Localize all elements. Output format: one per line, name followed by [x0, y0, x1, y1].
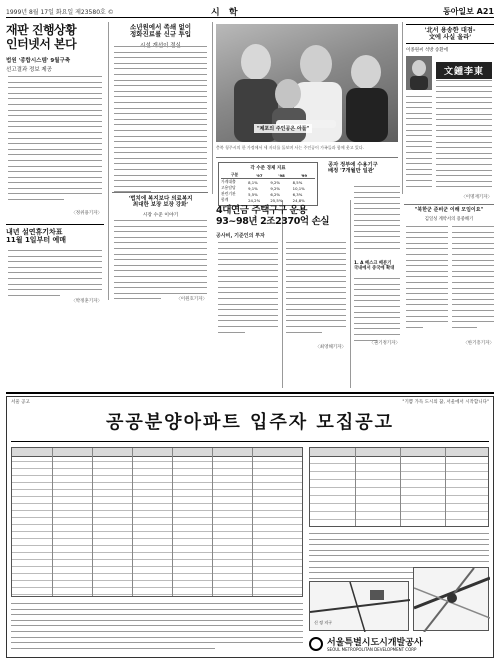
table-row: 합계 24,2% 25,5% 24,8% [221, 197, 305, 203]
ad-schedule-table [309, 447, 489, 527]
col5-banner: 文鍾李東 [436, 62, 492, 79]
ad-map-label: 신 정 지구 [314, 620, 332, 625]
advertisement [6, 396, 494, 658]
col4-box [354, 262, 400, 272]
col2-byline: 〈이원호기자〉 [176, 297, 207, 302]
ad-company-logo [309, 635, 489, 655]
center-story [216, 206, 346, 239]
masthead-date: 1999년 8월 17일 화요일 제23580호 © [6, 9, 114, 16]
col5-article [406, 24, 494, 53]
col2-body [114, 46, 207, 197]
stats-table-title: 각 수준 경제 지표 [250, 166, 286, 171]
table-row: 관련기관 5,5% 6,2% 6,3% [221, 191, 303, 197]
col4-article [328, 162, 400, 174]
col2-article-2 [113, 196, 208, 218]
col2-body-2 [114, 220, 207, 304]
col4-box-title: 1. A 베스크 배분기 국내에서 중국에 확대 [354, 261, 395, 271]
col5-byline-2: 〈한기흥기자〉 [463, 341, 494, 346]
col1-body [8, 76, 102, 205]
col5-subhead-2: 김일성 계약서의 용중해기 [424, 216, 474, 222]
col1-byline: 〈정위용기자〉 [71, 211, 102, 216]
center-story-body [218, 242, 278, 337]
col4-body [354, 186, 400, 253]
col2-headline: 소년원에서 족쇄 없이 정화진료를 신규 투입 [129, 23, 192, 39]
col5-body [436, 80, 492, 192]
photo-caption-text: 충북 청주시의 한 가정에서 세 자녀를 돌보며 사는 주인공이 가족들과 함께 웃고 있다. [216, 145, 364, 150]
masthead [6, 4, 494, 18]
company-logo-icon [309, 637, 323, 651]
col2-headline-2: '법치에 복지보다 의료복지 최대한 보장 보장 강화' [128, 196, 193, 209]
col5-body-2a [406, 226, 448, 332]
masthead-page: 동아일보 A21 [442, 7, 494, 16]
col1-subhead-2: 선고결과 정보 제공 [6, 66, 53, 73]
col1-subhead: 법원 '종합시스템' 9월구축 [6, 57, 71, 64]
col5-quote-headline: '北서 용송한 대점- 文에 사실 올라' [406, 24, 494, 44]
ad-company-en: SEOUL METROPOLITAN DEVELOPMENT CORP [327, 647, 417, 652]
col4-headline: 공자 정부에 수용기구 배정 '7개월만 일관' [328, 162, 378, 175]
col1-box-body [8, 250, 102, 300]
ad-location-map [309, 581, 409, 631]
col1-headline: 재판 진행상황 인터넷서 본다 [6, 23, 77, 51]
col1-box-title: 내년 설연휴기차표 11월 1일부터 예매 [6, 228, 67, 245]
table-row: 고용담당 9,1% 9,2% 10,1% [221, 185, 305, 191]
col2-subhead-2: 시장 수준 이야기 [142, 212, 179, 218]
col5-body-left [406, 96, 432, 191]
col5-subhead: 이종원씨 석방 송환에 [406, 48, 448, 54]
ad-slogan: "기쁨 가득 도시의 꿈, 서울에서 시작합니다" [402, 400, 489, 405]
ad-site-map [413, 567, 489, 631]
stats-header: 구분 [221, 172, 248, 179]
stats-table [218, 162, 318, 206]
stats-header: '98 [270, 172, 292, 179]
ad-notes [11, 603, 303, 653]
stats-header: '97 [248, 172, 270, 179]
ad-tag: 서울 공고 [11, 400, 30, 405]
ad-unit-table [11, 447, 303, 597]
ad-title: 공공분양아파트 입주자 모집공고 [106, 412, 394, 433]
col5-headline-2: "북한군 준비군 이해 모임이요" [414, 207, 484, 213]
photo-caption-overlay: "체포의 주인공은 아들" [254, 124, 312, 133]
col5-body-2b [452, 226, 494, 332]
center-story-body-2 [286, 242, 346, 337]
center-story-subhead: 공사비, 기준인의 투자 [216, 232, 265, 239]
table-row: 가계대출 8,1% 9,2% 8,5% [221, 179, 303, 185]
center-story-byline: 〈최영해기자〉 [315, 345, 346, 350]
col4-body-2 [354, 278, 400, 345]
col5-article-2 [404, 208, 494, 222]
col1-article [6, 24, 104, 73]
ad-company-name: 서울특별시도시개발공사 [327, 638, 423, 648]
col5-byline: 〈이명재기자〉 [461, 195, 492, 200]
col1-box [6, 228, 104, 244]
col5-portrait [406, 56, 432, 90]
col1-box-byline: 〈박정훈기자〉 [71, 299, 102, 304]
stats-header: '99 [293, 172, 315, 179]
center-story-headline: 4대연금 주택구구 운용 93~98년 2조2370억 손실 [216, 205, 330, 227]
section-title: 시 학 [211, 8, 241, 18]
col4-byline: 〈권기정기자〉 [369, 341, 400, 346]
news-photo [216, 24, 398, 142]
